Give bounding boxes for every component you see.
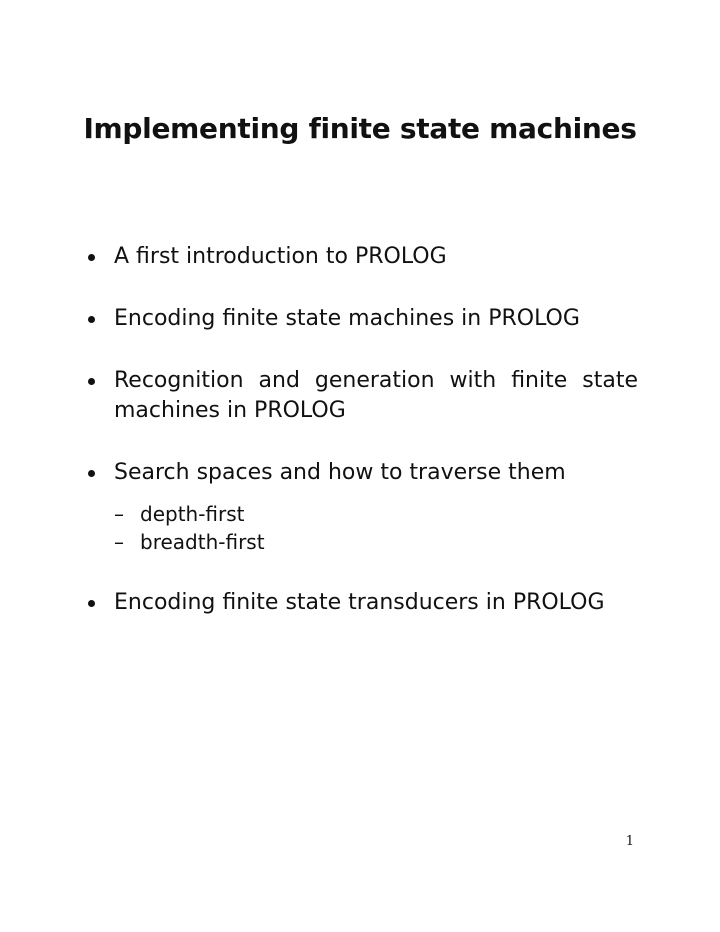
sub-bullet-text: breadth-first: [140, 530, 265, 554]
sub-bullet-item: [114, 500, 638, 528]
sub-bullet-text: depth-first: [140, 502, 245, 526]
bullet-item: [86, 304, 638, 334]
dash-icon: –: [114, 502, 124, 526]
bullet-item: [86, 366, 638, 426]
bullet-icon: [88, 600, 95, 607]
bullet-text: A first introduction to PROLOG: [114, 244, 447, 269]
bullet-icon: [88, 316, 95, 323]
bullet-text: Recognition and generation with finite state machines in PROLOG: [114, 368, 638, 423]
page-number: 1: [625, 834, 634, 849]
bullet-icon: [88, 254, 95, 261]
bullet-item: [86, 242, 638, 272]
sub-bullet-list: [114, 500, 638, 556]
slide-title: Implementing finite state machines: [83, 112, 637, 145]
bullet-icon: [88, 470, 95, 477]
bullet-text: Search spaces and how to traverse them: [114, 460, 566, 485]
bullet-text: Encoding finite state transducers in PROLOG: [114, 590, 605, 615]
bullet-icon: [88, 378, 95, 385]
dash-icon: –: [114, 530, 124, 554]
bullet-text: Encoding finite state machines in PROLOG: [114, 306, 580, 331]
bullet-list: [86, 242, 638, 650]
bullet-item: [86, 588, 638, 618]
bullet-item: [86, 458, 638, 556]
sub-bullet-item: [114, 528, 638, 556]
